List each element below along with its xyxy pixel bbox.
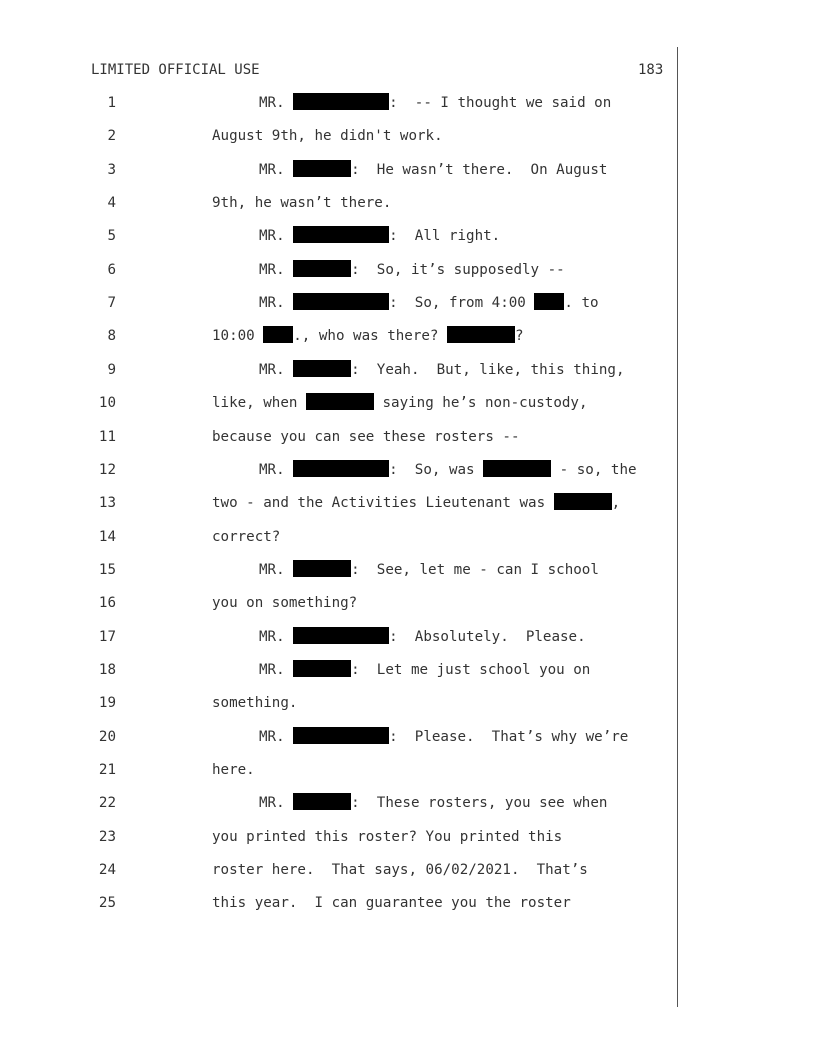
line-number: 24 [98, 862, 116, 879]
transcript-line [0, 893, 676, 913]
text-segment: : Please. That’s why we’re [389, 728, 629, 745]
transcript-line [0, 627, 676, 647]
line-number: 2 [107, 128, 116, 145]
page-number: 183 [638, 62, 664, 78]
text-segment: : These rosters, you see when [351, 795, 608, 812]
text-segment: MR. [259, 628, 294, 645]
transcript-line [0, 393, 676, 413]
text-segment: : So, it’s supposedly -- [351, 261, 565, 278]
transcript-line [0, 293, 676, 313]
line-number: 7 [107, 295, 116, 312]
text-segment: because you can see these rosters -- [212, 428, 520, 445]
text-segment: roster here. That says, 06/02/2021. That’s [212, 862, 588, 879]
redaction-box [293, 360, 351, 377]
text-segment: like, when [212, 395, 306, 412]
text-segment: here. [212, 762, 255, 778]
text-segment: MR. [259, 728, 294, 745]
transcript-line [0, 693, 676, 713]
line-text [259, 660, 590, 680]
text-segment: MR. [259, 161, 294, 178]
line-number: 14 [98, 528, 116, 545]
transcript-line [0, 260, 676, 280]
transcript-line [0, 460, 676, 480]
line-number: 20 [98, 728, 116, 745]
line-number: 3 [107, 161, 116, 178]
redaction-box [483, 460, 551, 477]
redaction-box [293, 727, 389, 744]
redaction-box [293, 793, 351, 810]
text-segment: . to [564, 295, 599, 312]
transcript-line [0, 93, 676, 113]
line-text [212, 693, 297, 713]
line-number: 18 [98, 661, 116, 678]
transcript-line [0, 160, 676, 180]
redaction-box [293, 260, 351, 277]
text-segment: August 9th, he didn't work. [212, 128, 443, 145]
line-text [259, 627, 586, 647]
line-text [212, 193, 391, 213]
line-text [212, 326, 524, 346]
text-segment: MR. [259, 95, 294, 111]
line-text [212, 493, 620, 513]
text-segment: you printed this roster? You printed this [212, 828, 563, 845]
transcript-line [0, 193, 676, 213]
transcript-line [0, 660, 676, 680]
text-segment: 10:00 [212, 328, 264, 345]
line-text [212, 527, 280, 547]
line-text [212, 860, 588, 880]
line-text [259, 260, 565, 280]
line-number: 12 [98, 461, 116, 478]
line-number: 16 [98, 595, 116, 612]
text-segment: ., who was there? [293, 328, 447, 345]
line-number: 21 [98, 762, 116, 778]
redaction-box [534, 293, 564, 310]
text-segment: something. [212, 695, 298, 712]
line-number: 10 [98, 395, 116, 412]
line-text [259, 360, 625, 380]
transcript-line [0, 360, 676, 380]
line-text [259, 293, 599, 313]
line-text [212, 760, 255, 780]
line-number: 22 [98, 795, 116, 812]
line-text [259, 93, 611, 113]
text-segment: ? [515, 328, 524, 345]
transcript-line [0, 527, 676, 547]
line-number: 23 [98, 828, 116, 845]
transcript-line [0, 593, 676, 613]
transcript-line [0, 727, 676, 747]
redaction-box [293, 660, 351, 677]
line-number: 17 [98, 628, 116, 645]
text-segment: two - and the Activities Lieutenant was [212, 495, 554, 512]
text-segment: correct? [212, 528, 281, 545]
redaction-box [293, 160, 351, 177]
transcript-line [0, 560, 676, 580]
line-number: 6 [107, 261, 116, 278]
redaction-box [306, 393, 374, 410]
line-text [259, 460, 637, 480]
line-text [212, 593, 357, 613]
line-text [259, 160, 607, 180]
transcript-line [0, 326, 676, 346]
transcript-line [0, 126, 676, 146]
redaction-box [554, 493, 612, 510]
redaction-box [293, 460, 389, 477]
text-segment: : He wasn’t there. On August [351, 161, 608, 178]
line-number: 9 [107, 361, 116, 378]
line-number: 5 [107, 228, 116, 245]
transcript-line [0, 226, 676, 246]
redaction-box [293, 560, 351, 577]
text-segment: MR. [259, 295, 294, 312]
text-segment: saying he’s non-custody, [373, 395, 588, 412]
text-segment: - so, the [551, 461, 637, 478]
text-segment: , [611, 495, 621, 512]
line-number: 8 [107, 328, 116, 345]
transcript-line [0, 860, 676, 880]
line-text [212, 827, 562, 847]
text-segment: MR. [259, 661, 294, 678]
text-segment: this year. I can guarantee you the roster [212, 895, 571, 912]
text-segment: : So, from 4:00 [389, 295, 535, 312]
text-segment: MR. [259, 361, 294, 378]
transcript-line [0, 793, 676, 813]
redaction-box [447, 326, 515, 343]
transcript-line [0, 827, 676, 847]
redaction-box [293, 627, 389, 644]
text-segment: : Yeah. But, like, this thing, [351, 361, 625, 378]
text-segment: you on something? [212, 595, 358, 612]
line-number: 19 [98, 695, 116, 712]
line-number: 11 [98, 428, 116, 445]
classification-header: LIMITED OFFICIAL USE [91, 62, 260, 78]
line-number: 1 [107, 95, 116, 111]
text-segment: : All right. [389, 228, 501, 245]
text-segment: MR. [259, 461, 294, 478]
text-segment: MR. [259, 795, 294, 812]
line-number: 4 [107, 195, 116, 212]
text-segment: : See, let me - can I school [351, 561, 599, 578]
text-segment: MR. [259, 228, 294, 245]
redaction-box [263, 326, 293, 343]
text-segment: : Absolutely. Please. [389, 628, 586, 645]
line-text [212, 427, 520, 447]
line-text [259, 226, 500, 246]
line-text [259, 727, 628, 747]
transcript-line [0, 427, 676, 447]
redaction-box [293, 93, 389, 110]
text-segment: : Let me just school you on [351, 661, 591, 678]
transcript-line [0, 760, 676, 780]
redaction-box [293, 226, 389, 243]
line-number: 25 [98, 895, 116, 912]
redaction-box [293, 293, 389, 310]
line-text [212, 126, 443, 146]
text-segment: : -- I thought we said on [389, 95, 612, 111]
text-segment: 9th, he wasn’t there. [212, 195, 392, 212]
text-segment: : So, was [389, 461, 484, 478]
line-text [259, 793, 607, 813]
text-segment: MR. [259, 261, 294, 278]
line-text [212, 893, 571, 913]
right-margin-rule [677, 47, 678, 1007]
line-text [212, 393, 588, 413]
text-segment: MR. [259, 561, 294, 578]
line-text [259, 560, 599, 580]
line-number: 15 [98, 561, 116, 578]
line-number: 13 [98, 495, 116, 512]
transcript-line [0, 493, 676, 513]
